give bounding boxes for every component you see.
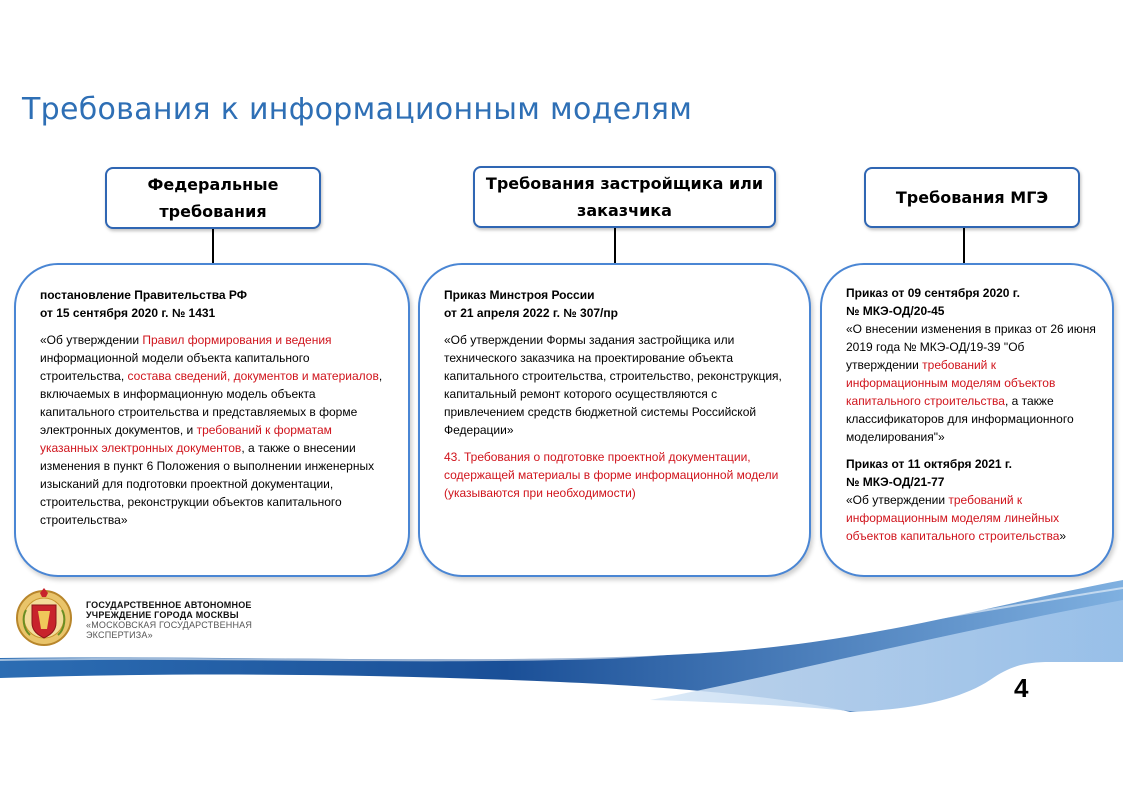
header-federal-line2: требования bbox=[159, 202, 267, 221]
customer-requirement-43: 43. Требования о подготовке проектной документации, содержащей материалы в форме информационной модели (указываются при необходимости) bbox=[444, 450, 779, 500]
federal-doc-line2: от 15 сентября 2020 г. № 1431 bbox=[40, 306, 216, 320]
federal-text-2: информационной модели объекта капитального строительства, bbox=[40, 351, 310, 383]
organization-name bbox=[86, 600, 252, 640]
header-federal bbox=[105, 167, 321, 229]
page-number-tab bbox=[850, 640, 1123, 720]
customer-doc-line2: от 21 апреля 2022 г. № 307/пр bbox=[444, 306, 618, 320]
mge-doc2-text-2: » bbox=[1059, 529, 1067, 543]
federal-text-3: , включаемых в информационную модель объекта капитального строительства и представляемых в форме электронных документов, и bbox=[40, 369, 383, 437]
organization-line3: «МОСКОВСКАЯ ГОСУДАРСТВЕННАЯ bbox=[86, 620, 253, 630]
header-mge bbox=[864, 167, 1080, 228]
customer-doc-line1: Приказ Минстроя России bbox=[444, 288, 595, 302]
connector-customer bbox=[614, 228, 616, 265]
federal-red-3: требований к форматам указанных электронных документов bbox=[40, 423, 332, 455]
federal-doc-line1: постановление Правительства РФ bbox=[40, 288, 248, 302]
federal-red-2: состава сведений, документов и материалов bbox=[127, 369, 379, 383]
card-mge bbox=[820, 263, 1114, 577]
mge-doc1-red-1: требований к информационным моделям объектов капитального строительства bbox=[846, 358, 1056, 408]
page-number: 4 bbox=[1014, 673, 1029, 703]
mge-doc1-description bbox=[846, 320, 1098, 446]
mge-doc2-red-1: требований к информационным моделям линейных объектов капитального строительства bbox=[846, 493, 1060, 543]
mge-doc2-description bbox=[846, 491, 1098, 545]
mge-doc2-line1: Приказ от 11 октября 2021 г. bbox=[846, 457, 1013, 471]
connector-mge bbox=[963, 228, 965, 265]
organization-line1: ГОСУДАРСТВЕННОЕ АВТОНОМНОЕ bbox=[86, 600, 252, 610]
mge-doc2-text-1: «Об утверждении bbox=[846, 493, 949, 507]
customer-doc-description: «Об утверждении Формы задания застройщика или технического заказчика на проектирование объекта капитального строительства, строительство, реконструкция, капитальный ремонт которого осуществляются с привлечением средств бюджетной системы Российской Федерации» bbox=[444, 333, 782, 437]
federal-text-1: «Об утверждении bbox=[40, 333, 143, 347]
federal-red-1: Правил формирования и ведения bbox=[142, 333, 332, 347]
federal-text-4: , а также о внесении изменения в пункт 6 Положения о выполнении инженерных изысканий для подготовки проектной документации, строительства, реконструкции объектов капитального строительства» bbox=[40, 441, 375, 527]
mge-doc1-text-1: «О внесении изменения в приказ от 26 июня 2019 года № МКЭ-ОД/19-39 "Об утверждении bbox=[846, 322, 1096, 372]
federal-doc-description bbox=[40, 331, 385, 529]
header-mge-line1: Требования МГЭ bbox=[895, 188, 1049, 207]
header-federal-line1: Федеральные bbox=[147, 175, 279, 194]
page-title: Требования к информационным моделям bbox=[22, 92, 693, 127]
organization-line2: УЧРЕЖДЕНИЕ ГОРОДА МОСКВЫ bbox=[86, 610, 239, 620]
organization-line4: ЭКСПЕРТИЗА» bbox=[86, 630, 153, 640]
card-customer bbox=[418, 263, 811, 577]
coat-of-arms-emblem-icon bbox=[14, 585, 74, 647]
header-customer-line2: заказчика bbox=[577, 201, 672, 220]
header-customer bbox=[473, 166, 776, 228]
connector-federal bbox=[212, 229, 214, 265]
card-federal bbox=[14, 263, 410, 577]
mge-doc2-line2: № МКЭ-ОД/21-77 bbox=[846, 475, 945, 489]
mge-doc1-text-2: , а также классификаторов для информационного моделирования"» bbox=[846, 394, 1074, 444]
mge-doc1-line1: Приказ от 09 сентября 2020 г. bbox=[846, 286, 1020, 300]
header-customer-line1: Требования застройщика или bbox=[485, 174, 764, 193]
mge-doc1-line2: № МКЭ-ОД/20-45 bbox=[846, 304, 945, 318]
